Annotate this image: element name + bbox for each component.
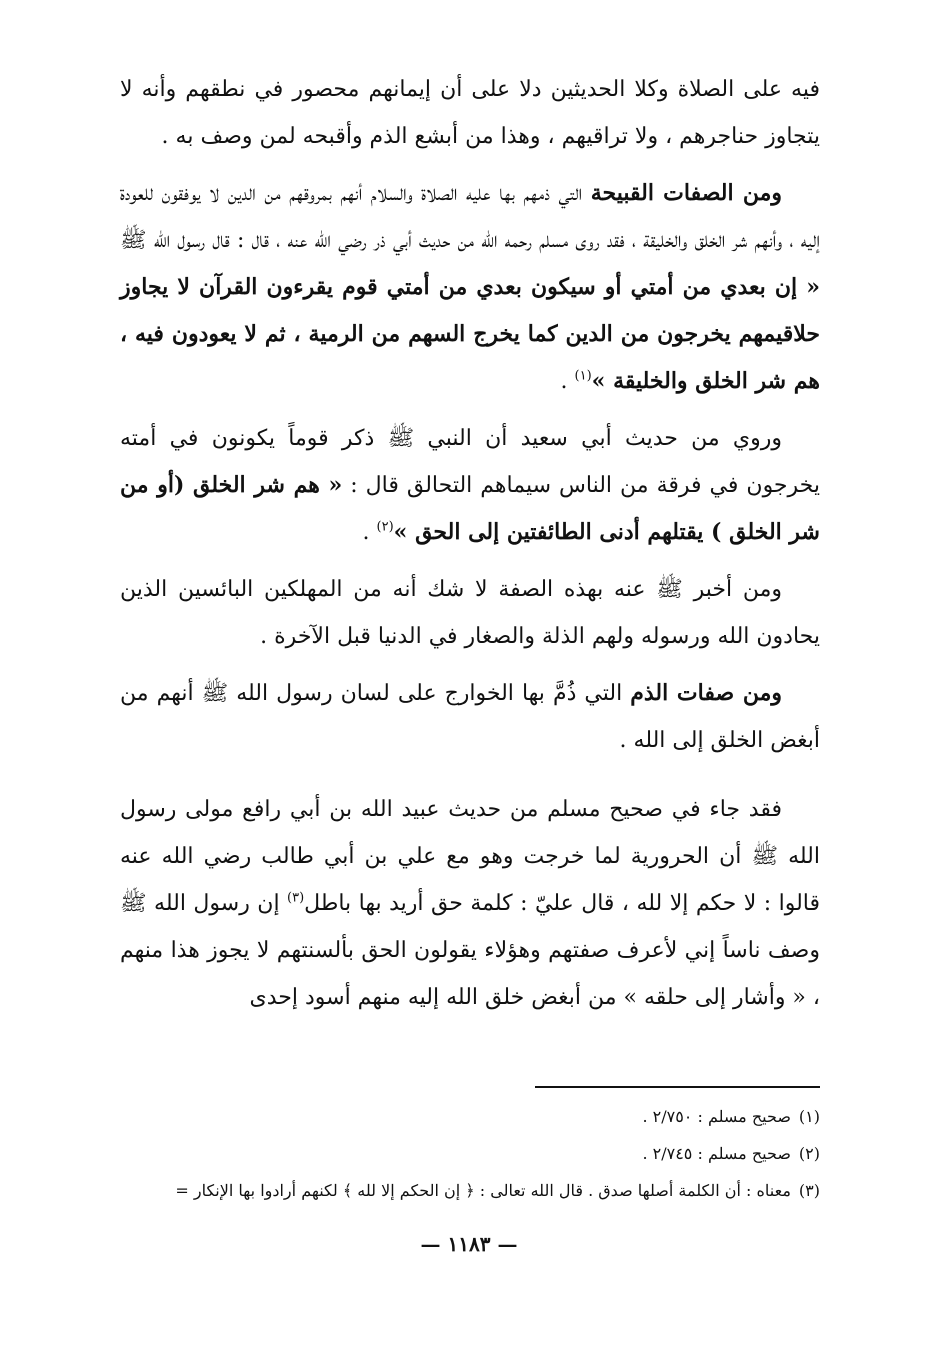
footnote-text: صحيح مسلم : ٢/٧٤٥ . <box>642 1144 791 1163</box>
footnote-number: (١) <box>798 1107 820 1126</box>
footnote-separator <box>535 1086 820 1088</box>
body-text <box>120 66 820 1031</box>
footnote-text: معناه : أن الكلمة أصلها صدق . قال الله تعالى : ﴿ إن الحكم إلا لله ﴾ لكنهم أرادوا بها الإنكار = <box>175 1181 791 1200</box>
text-run: التي ذمهم بها عليه الصلاة والسلام أنهم بمروقهم من الدين لا يوفقون للعودة إليه ، وأنهم شر الخلق والخليقة ، فقد روى مسلم رحمه الله من حديث أبي ذر رضي الله عنه ، قال : قال رسول الله ﷺ <box>120 181 820 253</box>
bold-text: « هم شر الخلق (أو من شر الخلق ) يقتلهم أدنى الطائفتين إلى الحق » <box>120 472 820 545</box>
footnote <box>120 1098 820 1135</box>
bold-text: ومن صفات الذم <box>630 680 782 706</box>
paragraph <box>120 786 820 1021</box>
bold-text: ومن الصفات القبيحة <box>590 180 782 206</box>
footnote-number: (٣) <box>798 1181 820 1200</box>
paragraph <box>120 670 820 764</box>
paragraph <box>120 170 820 405</box>
footnote-reference: (٢) <box>376 519 394 535</box>
footnote-reference: (٣) <box>287 890 305 906</box>
text-run: . <box>560 369 575 394</box>
footnote-number: (٢) <box>798 1144 820 1163</box>
footnote-text: صحيح مسلم : ٢/٧٥٠ . <box>642 1107 791 1126</box>
footnotes <box>120 1098 820 1209</box>
page-number: — ١١٨٣ — <box>420 1232 518 1256</box>
text-run: فيه على الصلاة وكلا الحديثين دلا على أن إيمانهم محصور في نطقهم وأنه لا يتجاوز حناجرهم ، ولا تراقيهم ، وهذا من أبشع الذم وأقبحه لمن وصف به . <box>120 77 820 149</box>
footnote-reference: (١) <box>574 368 592 384</box>
text-run: فقد جاء في صحيح مسلم من حديث عبيد الله بن أبي رافع مولى رسول الله ﷺ أن الحرورية لما خرجت وهو مع علي بن أبي طالب رضي الله عنه قالوا : لا حكم إلا لله ، قال عليّ : كلمة حق أريد بها باطل <box>120 797 820 916</box>
paragraph <box>120 415 820 556</box>
footnote <box>120 1172 820 1209</box>
footnote <box>120 1135 820 1172</box>
text-run: وروي من حديث أبي سعيد أن النبي ﷺ ذكر قوماً يكونون في أمته يخرجون في فرقة من الناس سيماهم التحالق قال : <box>120 426 820 498</box>
text-run: إن رسول الله ﷺ وصف ناساً إني لأعرف صفتهم وهؤلاء يقولون الحق بألسنتهم لا يجوز هذا منهم ، « وأشار إلى حلقه » من أبغض خلق الله إليه منهم أسود إحدى <box>120 891 820 1010</box>
text-run: . <box>362 520 377 545</box>
text-run: ومن أخبر ﷺ عنه بهذه الصفة لا شك أنه من المهلكين البائسين الذين يحادون الله ورسوله ولهم الذلة والصغار في الدنيا قبل الآخرة . <box>120 577 820 649</box>
bold-text: « إن بعدي من أمتي أو سيكون بعدي من أمتي قوم يقرءون القرآن لا يجاوز حلاقيمهم يخرجون من الدين كما يخرج السهم من الرمية ، ثم لا يعودون فيه ، هم شر الخلق والخليقة » <box>120 274 820 394</box>
text-run: التي ذُمَّ بها الخوارج على لسان رسول الله ﷺ أنهم من أبغض الخلق إلى الله . <box>120 681 820 753</box>
paragraph <box>120 66 820 160</box>
paragraph <box>120 566 820 660</box>
